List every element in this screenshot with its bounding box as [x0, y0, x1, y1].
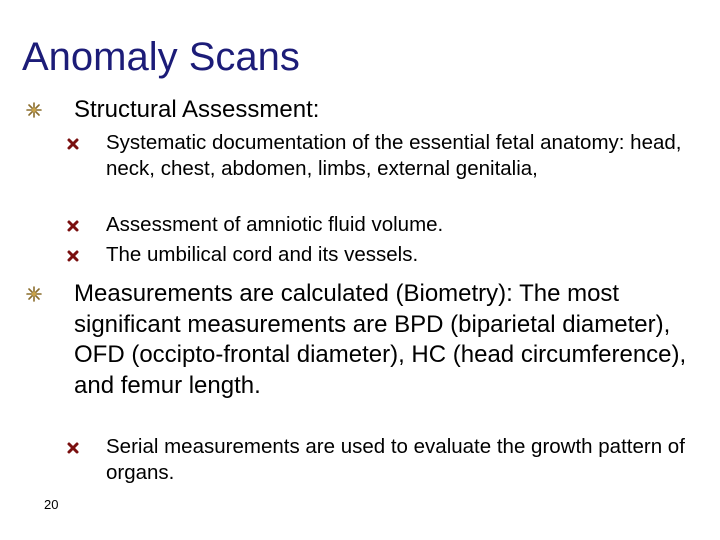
sub-bullet-text: Systematic documentation of the essential fetal anatomy: head, neck, chest, abdomen, limbs, external genitalia,	[106, 131, 682, 180]
star-burst-icon	[26, 102, 42, 118]
bullet-text: Structural Assessment:	[74, 96, 320, 123]
sub-bullet-text: Assessment of amniotic fluid volume.	[106, 213, 444, 236]
cross-mark-icon	[66, 219, 80, 233]
cross-mark-icon	[66, 137, 80, 151]
sub-bullet-text: The umbilical cord and its vessels.	[106, 243, 419, 266]
star-burst-icon	[26, 286, 42, 302]
cross-mark-icon	[66, 249, 80, 263]
sub-bullet-text: Serial measurements are used to evaluate the growth pattern of organs.	[106, 435, 685, 484]
cross-mark-icon	[66, 441, 80, 455]
slide-title: Anomaly Scans	[22, 35, 300, 79]
bullet-text: Measurements are calculated (Biometry): The most significant measurements are BPD (biparietal diameter), OFD (occipto-frontal diameter), HC (head circumference), and femur length.	[74, 280, 687, 399]
page-number: 20	[44, 497, 59, 512]
